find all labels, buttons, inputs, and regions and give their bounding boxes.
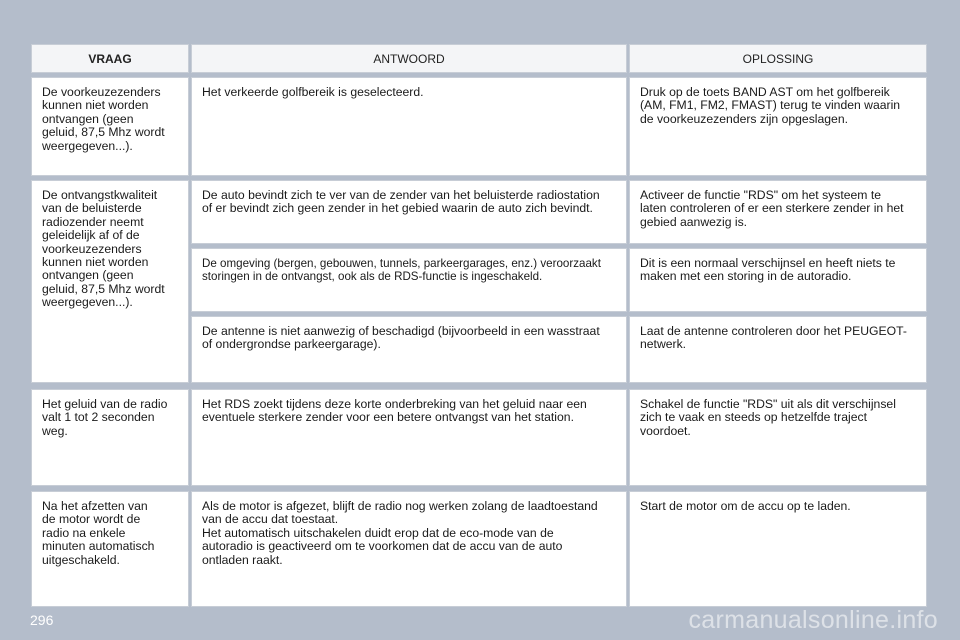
row-1-solution: Druk op de toets BAND AST om het golfbereik (AM, FM1, FM2, FMAST) terug te vinden waarin de voorkeuzezenders zijn opgeslagen.	[629, 77, 927, 176]
column-header-answer: ANTWOORD	[191, 44, 627, 73]
row-2a-solution: Activeer de functie "RDS" om het systeem te laten controleren of er een sterkere zender in het gebied aanwezig is.	[629, 180, 927, 244]
row-3-solution: Schakel de functie "RDS" uit als dit verschijnsel zich te vaak en steeds op hetzelfde traject voordoet.	[629, 389, 927, 486]
column-header-question: VRAAG	[31, 44, 189, 73]
row-4-answer: Als de motor is afgezet, blijft de radio nog werken zolang de laadtoestand van de accu dat toestaat. Het automatisch uitschakelen duidt erop dat de eco-mode van de autoradio is geactiveerd om te voorkomen dat de accu van de auto ontladen raakt.	[191, 491, 627, 607]
column-header-solution: OPLOSSING	[629, 44, 927, 73]
row-3-question: Het geluid van de radio valt 1 tot 2 seconden weg.	[31, 389, 189, 486]
row-1-question: De voorkeuzezenders kunnen niet worden ontvangen (geen geluid, 87,5 Mhz wordt weergegeven...).	[31, 77, 189, 176]
row-4-question: Na het afzetten van de motor wordt de radio na enkele minuten automatisch uitgeschakeld.	[31, 491, 189, 607]
row-2-question: De ontvangstkwaliteit van de beluisterde radiozender neemt geleidelijk af of de voorkeuzezenders kunnen niet worden ontvangen (geen geluid, 87,5 Mhz wordt weergegeven...).	[31, 180, 189, 383]
page-number: 296	[30, 612, 54, 628]
row-1-answer: Het verkeerde golfbereik is geselecteerd.	[191, 77, 627, 176]
row-2b-answer: De omgeving (bergen, gebouwen, tunnels, parkeergarages, enz.) veroorzaakt storingen in de ontvangst, ook als de RDS-functie is ingeschakeld.	[191, 248, 627, 312]
row-4-solution: Start de motor om de accu op te laden.	[629, 491, 927, 607]
row-3-answer: Het RDS zoekt tijdens deze korte onderbreking van het geluid naar een eventuele sterkere zender voor een betere ontvangst van het station.	[191, 389, 627, 486]
watermark: carmanualsonline.info	[688, 606, 938, 634]
row-2b-solution: Dit is een normaal verschijnsel en heeft niets te maken met een storing in de autoradio.	[629, 248, 927, 312]
row-2c-answer: De antenne is niet aanwezig of beschadigd (bijvoorbeeld in een wasstraat of ondergrondse parkeergarage).	[191, 316, 627, 383]
row-2c-solution: Laat de antenne controleren door het PEUGEOT- netwerk.	[629, 316, 927, 383]
row-2a-answer: De auto bevindt zich te ver van de zender van het beluisterde radiostation of er bevindt zich geen zender in het gebied waarin de auto zich bevindt.	[191, 180, 627, 244]
